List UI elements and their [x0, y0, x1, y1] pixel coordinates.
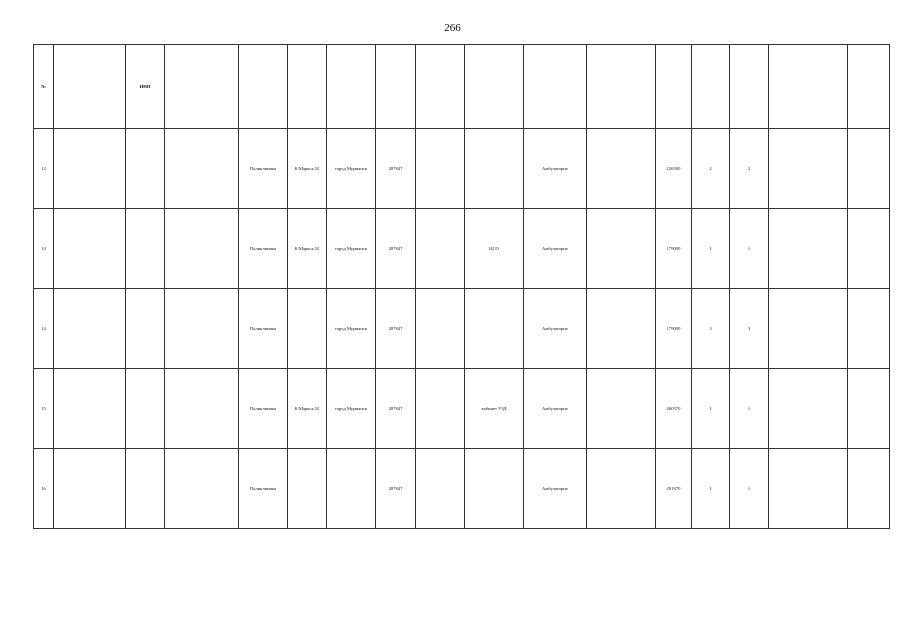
cell-inn [126, 369, 165, 449]
cell-device [587, 369, 656, 449]
column-header-population [376, 45, 416, 129]
cell-device [587, 129, 656, 209]
cell-conditions: Амбулаторно [524, 449, 587, 529]
cell-room [465, 449, 524, 529]
column-header-conditions [524, 45, 587, 129]
cell-code: 179090 [656, 209, 692, 289]
cell-date [848, 209, 890, 289]
cell-settlement [327, 449, 376, 529]
cell-qty_need: 2 [730, 129, 769, 209]
cell-qty_need: 1 [730, 369, 769, 449]
column-header-num: № [34, 45, 54, 129]
cell-num: 15 [34, 369, 54, 449]
cell-org [54, 129, 126, 209]
cell-building: Поликлиника [239, 289, 288, 369]
cell-population: 287847 [376, 289, 416, 369]
cell-unit [416, 289, 465, 369]
cell-inn [126, 289, 165, 369]
cell-date [848, 369, 890, 449]
cell-standard [769, 369, 848, 449]
table-header-row [34, 45, 890, 129]
cell-type [165, 289, 239, 369]
cell-date [848, 129, 890, 209]
cell-device [587, 209, 656, 289]
cell-building: Поликлиника [239, 209, 288, 289]
column-header-date [848, 45, 890, 129]
cell-device [587, 289, 656, 369]
column-header-device [587, 45, 656, 129]
cell-building: Поликлиника [239, 369, 288, 449]
cell-inn [126, 209, 165, 289]
cell-unit [416, 369, 465, 449]
cell-building: Поликлиника [239, 449, 288, 529]
cell-type [165, 129, 239, 209]
cell-org [54, 289, 126, 369]
cell-code: 126500 [656, 129, 692, 209]
table-row [34, 209, 890, 289]
cell-date [848, 449, 890, 529]
cell-unit [416, 209, 465, 289]
column-header-address [288, 45, 327, 129]
cell-qty_need: 1 [730, 209, 769, 289]
cell-code: 291870 [656, 449, 692, 529]
cell-qty_need: 3 [730, 289, 769, 369]
cell-code: 260570 [656, 369, 692, 449]
cell-population: 287847 [376, 129, 416, 209]
cell-address: К.Маркса,52 [288, 129, 327, 209]
table-row [34, 369, 890, 449]
equipment-registry-table [33, 44, 890, 529]
column-header-type [165, 45, 239, 129]
cell-standard [769, 209, 848, 289]
cell-address: К.Маркса,52 [288, 209, 327, 289]
cell-conditions: Амбулаторно [524, 289, 587, 369]
cell-qty_have: 2 [692, 129, 730, 209]
cell-date [848, 289, 890, 369]
cell-code: 179090 [656, 289, 692, 369]
cell-org [54, 369, 126, 449]
cell-inn [126, 129, 165, 209]
table-row [34, 449, 890, 529]
cell-settlement: город Мурманск [327, 369, 376, 449]
cell-standard [769, 449, 848, 529]
cell-unit [416, 449, 465, 529]
column-header-standard [769, 45, 848, 129]
column-header-building [239, 45, 288, 129]
column-header-qty_need [730, 45, 769, 129]
cell-device [587, 449, 656, 529]
cell-population: 287847 [376, 369, 416, 449]
cell-type [165, 209, 239, 289]
cell-num: 13 [34, 209, 54, 289]
cell-org [54, 209, 126, 289]
column-header-room [465, 45, 524, 129]
cell-qty_have: 3 [692, 289, 730, 369]
cell-room [465, 289, 524, 369]
cell-room [465, 129, 524, 209]
cell-qty_have: 1 [692, 449, 730, 529]
cell-conditions: Амбулаторно [524, 129, 587, 209]
cell-num: 16 [34, 449, 54, 529]
table-body [34, 129, 890, 529]
cell-address [288, 289, 327, 369]
cell-qty_have: 1 [692, 209, 730, 289]
cell-unit [416, 129, 465, 209]
cell-building: Поликлиника [239, 129, 288, 209]
column-header-org [54, 45, 126, 129]
table-row [34, 289, 890, 369]
cell-standard [769, 129, 848, 209]
table-row [34, 129, 890, 209]
column-header-inn: ИНН [126, 45, 165, 129]
column-header-qty_have [692, 45, 730, 129]
cell-address: К.Маркса,52 [288, 369, 327, 449]
cell-conditions: Амбулаторно [524, 369, 587, 449]
cell-qty_have: 1 [692, 369, 730, 449]
cell-settlement: город Мурманск [327, 289, 376, 369]
column-header-unit [416, 45, 465, 129]
cell-type [165, 369, 239, 449]
cell-address [288, 449, 327, 529]
column-header-settlement [327, 45, 376, 129]
cell-room: кабинет УЗД [465, 369, 524, 449]
cell-standard [769, 289, 848, 369]
cell-population: 287847 [376, 449, 416, 529]
cell-room: ЦСО [465, 209, 524, 289]
cell-population: 287847 [376, 209, 416, 289]
cell-settlement: город Мурманск [327, 209, 376, 289]
cell-org [54, 449, 126, 529]
cell-settlement: город Мурманск [327, 129, 376, 209]
page-number: 266 [444, 22, 461, 34]
cell-conditions: Амбулаторно [524, 209, 587, 289]
column-header-code [656, 45, 692, 129]
cell-num: 12 [34, 129, 54, 209]
cell-inn [126, 449, 165, 529]
cell-qty_need: 1 [730, 449, 769, 529]
cell-num: 14 [34, 289, 54, 369]
cell-type [165, 449, 239, 529]
